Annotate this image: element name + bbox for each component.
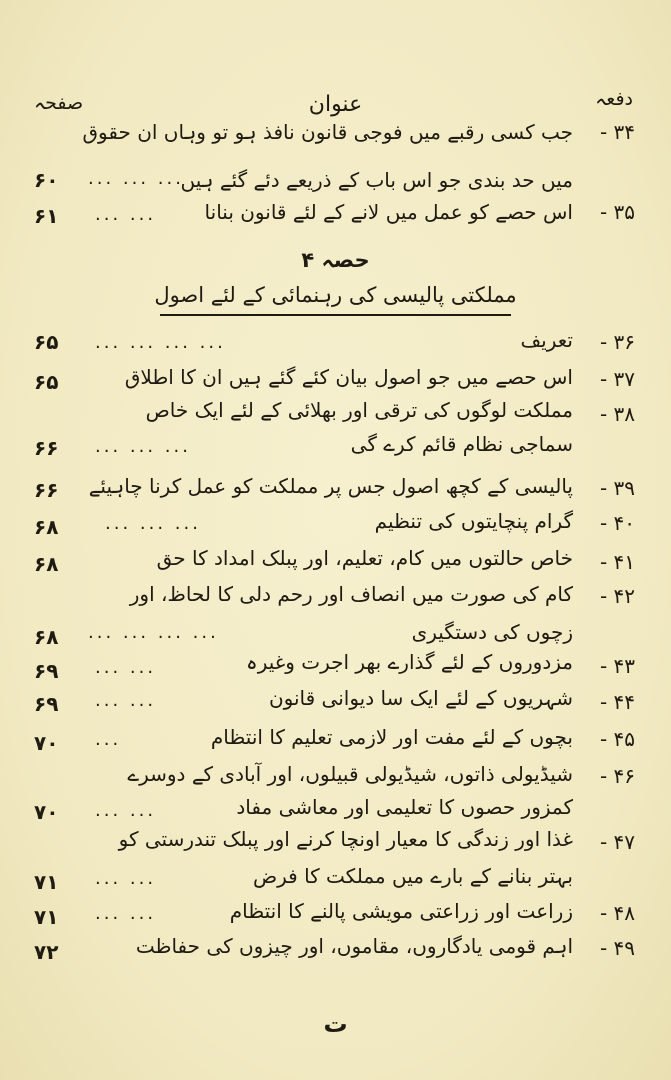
entry-title-line: جب کسی رقبے میں فوجی قانون نافذ ہو تو وہاں ان حقوق — [82, 120, 573, 144]
entry-number: ۴۱ - — [599, 550, 635, 574]
entry-number: ۴۳ - — [599, 654, 635, 678]
entry-number: ۳۶ - — [599, 330, 635, 354]
entry-page: ۷۱ — [34, 870, 59, 894]
entry-page: ۶۰ — [34, 168, 59, 192]
entry-number: ۳۷ - — [599, 367, 635, 391]
part-heading: حصہ ۴ — [301, 248, 370, 272]
entry-page: ۷۲ — [34, 940, 59, 964]
entry-page: ۶۸ — [34, 515, 59, 539]
leader-dots: ... ... ... — [105, 513, 201, 534]
leader-dots: ... ... ... — [88, 168, 184, 189]
entry-title-line: تعریف — [520, 328, 573, 352]
entry-number: ۴۴ - — [599, 690, 635, 714]
entry-number: ۳۴ - — [599, 120, 635, 144]
entry-number: ۴۵ - — [599, 727, 635, 751]
entry-page: ۶۸ — [34, 625, 59, 649]
entry-title-line: کمزور حصوں کا تعلیمی اور معاشی مفاد — [236, 795, 573, 819]
column-header-page: صفحہ — [34, 92, 84, 114]
leader-dots: ... ... ... ... — [95, 332, 226, 353]
leader-dots: ... ... — [95, 800, 157, 821]
entry-page: ۶۸ — [34, 552, 59, 576]
entry-title-line: پالیسی کے کچھ اصول جس پر مملکت کو عمل کرنا چاہیئے — [88, 474, 573, 498]
entry-title-line: سماجی نظام قائم کرے گی — [350, 432, 573, 456]
entry-number: ۴۰ - — [599, 511, 635, 535]
entry-number: ۳۹ - — [599, 476, 635, 500]
entry-number: ۴۸ - — [599, 901, 635, 925]
entry-number: ۴۲ - — [599, 584, 635, 608]
part-title: مملکتی پالیسی کی رہنمائی کے لئے اصول — [154, 283, 517, 307]
leader-dots: ... ... ... — [95, 436, 191, 457]
entry-title-line: خاص حالتوں میں کام، تعلیم، اور پبلک امداد کا حق — [156, 546, 573, 570]
entry-title-line: زراعت اور زراعتی مویشی پالنے کا انتظام — [229, 899, 573, 923]
page-letter: ت — [323, 1010, 348, 1038]
entry-page: ۷۰ — [34, 800, 59, 824]
entry-page: ۷۱ — [34, 905, 59, 929]
entry-title-line: کام کی صورت میں انصاف اور رحم دلی کا لحاظ، اور — [129, 582, 573, 606]
leader-dots: ... ... — [95, 903, 157, 924]
entry-page: ۶۵ — [34, 370, 59, 394]
entry-page: ۶۵ — [34, 330, 59, 354]
entry-title-line: میں حد بندی جو اس باب کے ذریعے دئے گئے ہیں — [180, 168, 573, 192]
entry-title-line: اس حصے میں جو اصول بیان کئے گئے ہیں ان کا اطلاق — [124, 365, 573, 389]
entry-title-line: شہریوں کے لئے ایک سا دیوانی قانون — [268, 686, 573, 710]
entry-title-line: اہم قومی یادگاروں، مقاموں، اور چیزوں کی حفاظت — [135, 934, 573, 958]
entry-page: ۶۹ — [34, 692, 59, 716]
leader-dots: ... ... ... ... — [88, 622, 219, 643]
entry-number: ۳۵ - — [599, 200, 635, 224]
entry-title-line: اس حصے کو عمل میں لانے کے لئے قانون بنانا — [204, 200, 573, 224]
entry-page: ۶۶ — [34, 478, 59, 502]
entry-number: ۳۸ - — [599, 402, 635, 426]
entry-title-line: غذا اور زندگی کا معیار اونچا کرنے اور پبلک تندرستی کو — [118, 827, 573, 851]
leader-dots: ... ... — [95, 690, 157, 711]
entry-title-line: بچوں کے لئے مفت اور لازمی تعلیم کا انتظام — [210, 725, 573, 749]
entry-title-line: گرام پنچایتوں کی تنظیم — [374, 509, 573, 533]
entry-number: ۴۶ - — [599, 764, 635, 788]
entry-title-line: مزدوروں کے لئے گذارے بھر اجرت وغیرہ — [245, 650, 573, 674]
entry-page: ۶۱ — [34, 204, 59, 228]
leader-dots: ... ... — [95, 868, 157, 889]
entry-page: ۷۰ — [34, 731, 59, 755]
leader-dots: ... ... — [95, 204, 157, 225]
entry-title-line: شیڈیولی ذاتوں، شیڈیولی قبیلوں، اور آبادی کے دوسرے — [127, 762, 573, 786]
entry-title-line: بہتر بنانے کے بارے میں مملکت کا فرض — [252, 864, 573, 888]
leader-dots: ... — [95, 729, 122, 750]
entry-title-line: زچوں کی دستگیری — [411, 620, 573, 644]
entry-number: ۴۷ - — [599, 830, 635, 854]
column-header-section: دفعہ — [595, 88, 633, 110]
leader-dots: ... ... — [95, 657, 157, 678]
entry-page: ۶۹ — [34, 659, 59, 683]
column-header-title: عنوان — [308, 92, 363, 117]
entry-page: ۶۶ — [34, 436, 59, 460]
entry-title-line: مملکت لوگوں کی ترقی اور بھلائی کے لئے ایک خاص — [145, 398, 573, 422]
part-title-underline — [160, 314, 511, 316]
entry-number: ۴۹ - — [599, 936, 635, 960]
